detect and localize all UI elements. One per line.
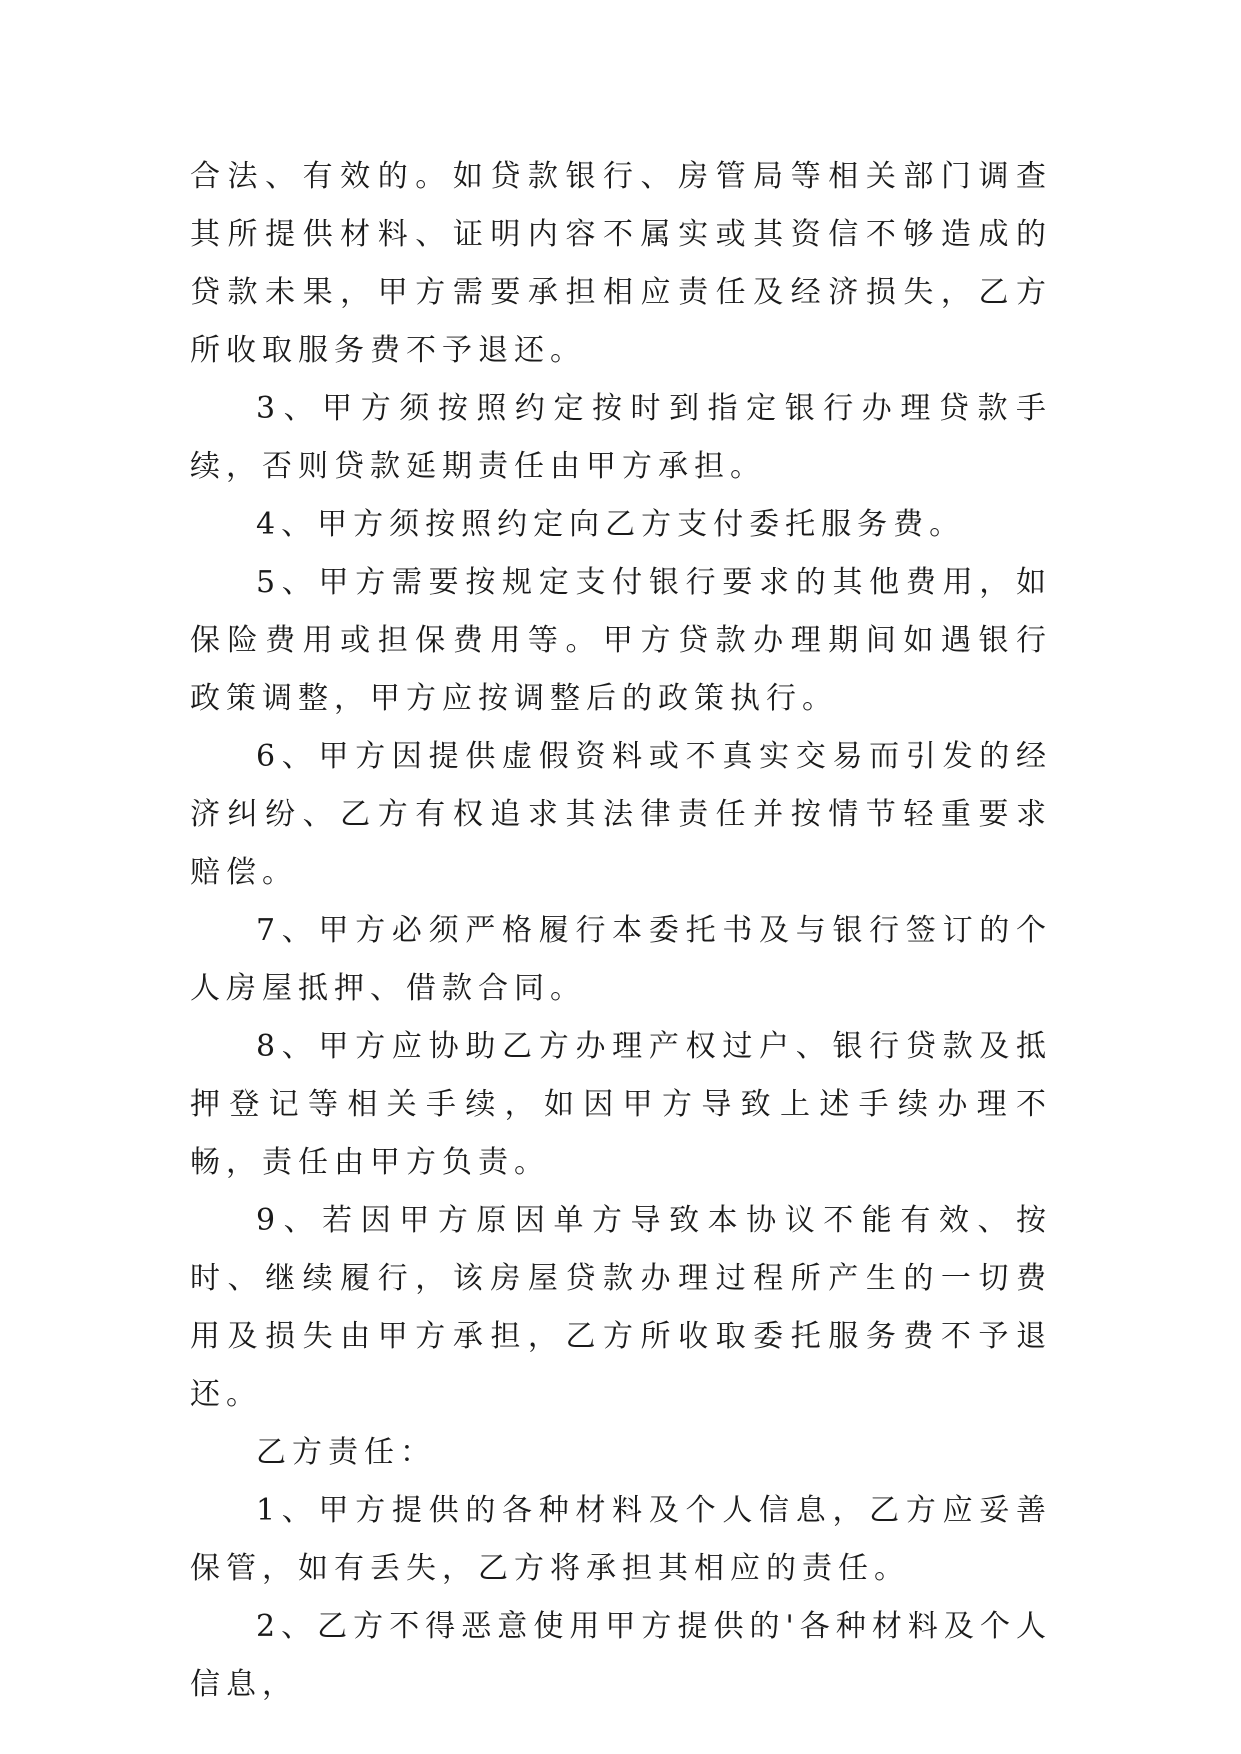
paragraph-item-6: 6、甲方因提供虚假资料或不真实交易而引发的经济纠纷、乙方有权追求其法律责任并按情节轻重要求赔偿。 [190,739,1052,890]
paragraph-continuation: 合法、有效的。如贷款银行、房管局等相关部门调查其所提供材料、证明内容不属实或其资信不够造成的贷款未果，甲方需要承担相应责任及经济损失，乙方所收取服务费不予退还。 [190,159,1052,368]
document-body [190,148,1052,1714]
paragraph-party-b-item-1: 1、甲方提供的各种材料及个人信息，乙方应妥善保管，如有丢失，乙方将承担其相应的责任。 [190,1493,1052,1586]
paragraph-item-7: 7、甲方必须严格履行本委托书及与银行签订的个人房屋抵押、借款合同。 [190,913,1052,1006]
paragraph-item-4: 4、甲方须按照约定向乙方支付委托服务费。 [256,507,966,542]
paragraph-item-5: 5、甲方需要按规定支付银行要求的其他费用，如保险费用或担保费用等。甲方贷款办理期间如遇银行政策调整，甲方应按调整后的政策执行。 [190,565,1052,716]
paragraph-party-b-item-2: 2、乙方不得恶意使用甲方提供的'各种材料及个人信息， [190,1609,1052,1702]
paragraph-item-8: 8、甲方应协助乙方办理产权过户、银行贷款及抵押登记等相关手续，如因甲方导致上述手续办理不畅，责任由甲方负责。 [190,1029,1052,1180]
paragraph-item-9: 9、若因甲方原因单方导致本协议不能有效、按时、继续履行，该房屋贷款办理过程所产生的一切费用及损失由甲方承担，乙方所收取委托服务费不予退还。 [190,1203,1052,1412]
paragraph-item-3: 3、甲方须按照约定按时到指定银行办理贷款手续，否则贷款延期责任由甲方承担。 [190,391,1052,484]
section-heading-party-b: 乙方责任： [256,1435,436,1470]
